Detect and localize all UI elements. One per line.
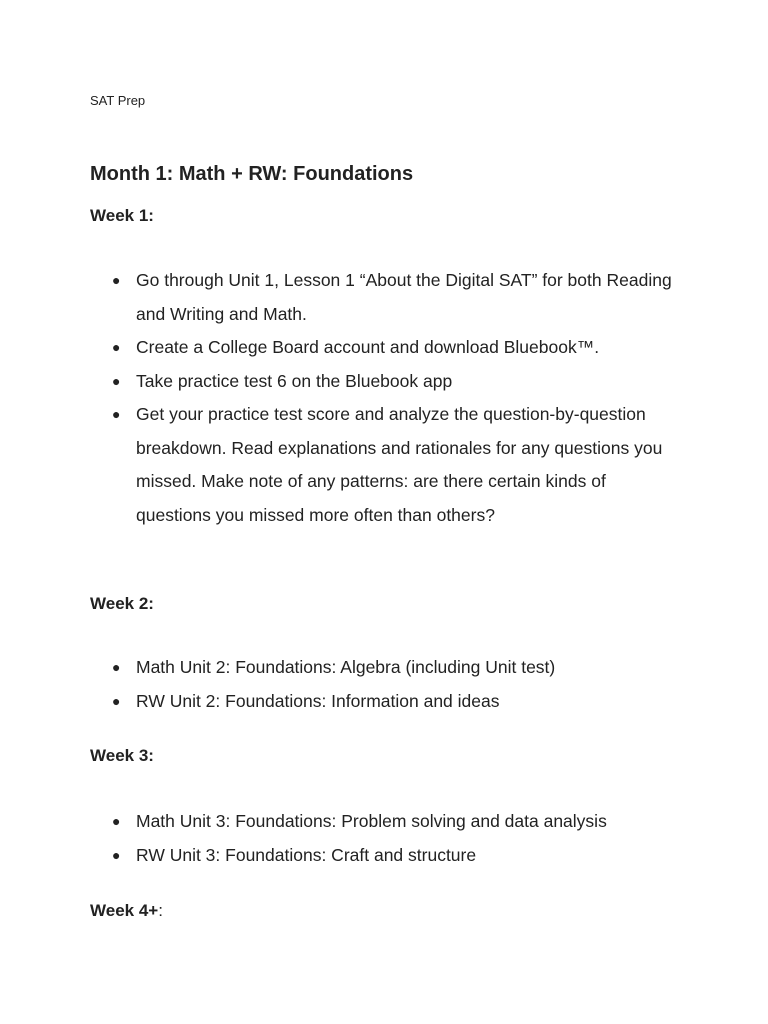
list-item: ● RW Unit 2: Foundations: Information and ideas (112, 685, 672, 719)
week-1-heading: Week 1: (90, 206, 154, 225)
week-3-list (112, 805, 672, 872)
bullet-icon: ● (112, 339, 121, 355)
bullet-icon: ● (112, 846, 121, 863)
bullet-icon: ● (112, 372, 121, 389)
list-item: ● Math Unit 3: Foundations: Problem solving and data analysis (112, 805, 672, 839)
bullet-icon: ● (112, 813, 121, 829)
week-3-heading: Week 3: (90, 746, 154, 765)
week-2-heading: Week 2: (90, 594, 154, 613)
bullet-icon: ● (112, 272, 121, 288)
list-item: ● Go through Unit 1, Lesson 1 “About the Digital SAT” for both Reading and Writing and Math. (112, 264, 672, 331)
list-item: ● Take practice test 6 on the Bluebook app (112, 365, 672, 399)
week-2-list (112, 651, 672, 718)
list-item: ● RW Unit 3: Foundations: Craft and structure (112, 839, 672, 873)
bullet-icon: ● (112, 692, 121, 709)
week-4-title: Week 4+ (90, 901, 159, 920)
month-heading: Month 1: Math + RW: Foundations (90, 163, 414, 185)
list-item: ● Create a College Board account and download Bluebook™. (112, 331, 672, 365)
week-1-list (112, 264, 672, 532)
bullet-icon: ● (112, 406, 121, 422)
week-4-title-suffix: : (158, 901, 163, 920)
page-label: SAT Prep (90, 93, 146, 108)
week-4-heading (90, 900, 163, 922)
list-item: ● Get your practice test score and analyze the question-by-question breakdown. Read explanations and rationales for any questions you missed. Make note of any patterns: are there certain kinds of questions you missed more often than others? (112, 398, 672, 532)
bullet-icon: ● (112, 659, 121, 675)
list-item: ● Math Unit 2: Foundations: Algebra (including Unit test) (112, 651, 672, 685)
